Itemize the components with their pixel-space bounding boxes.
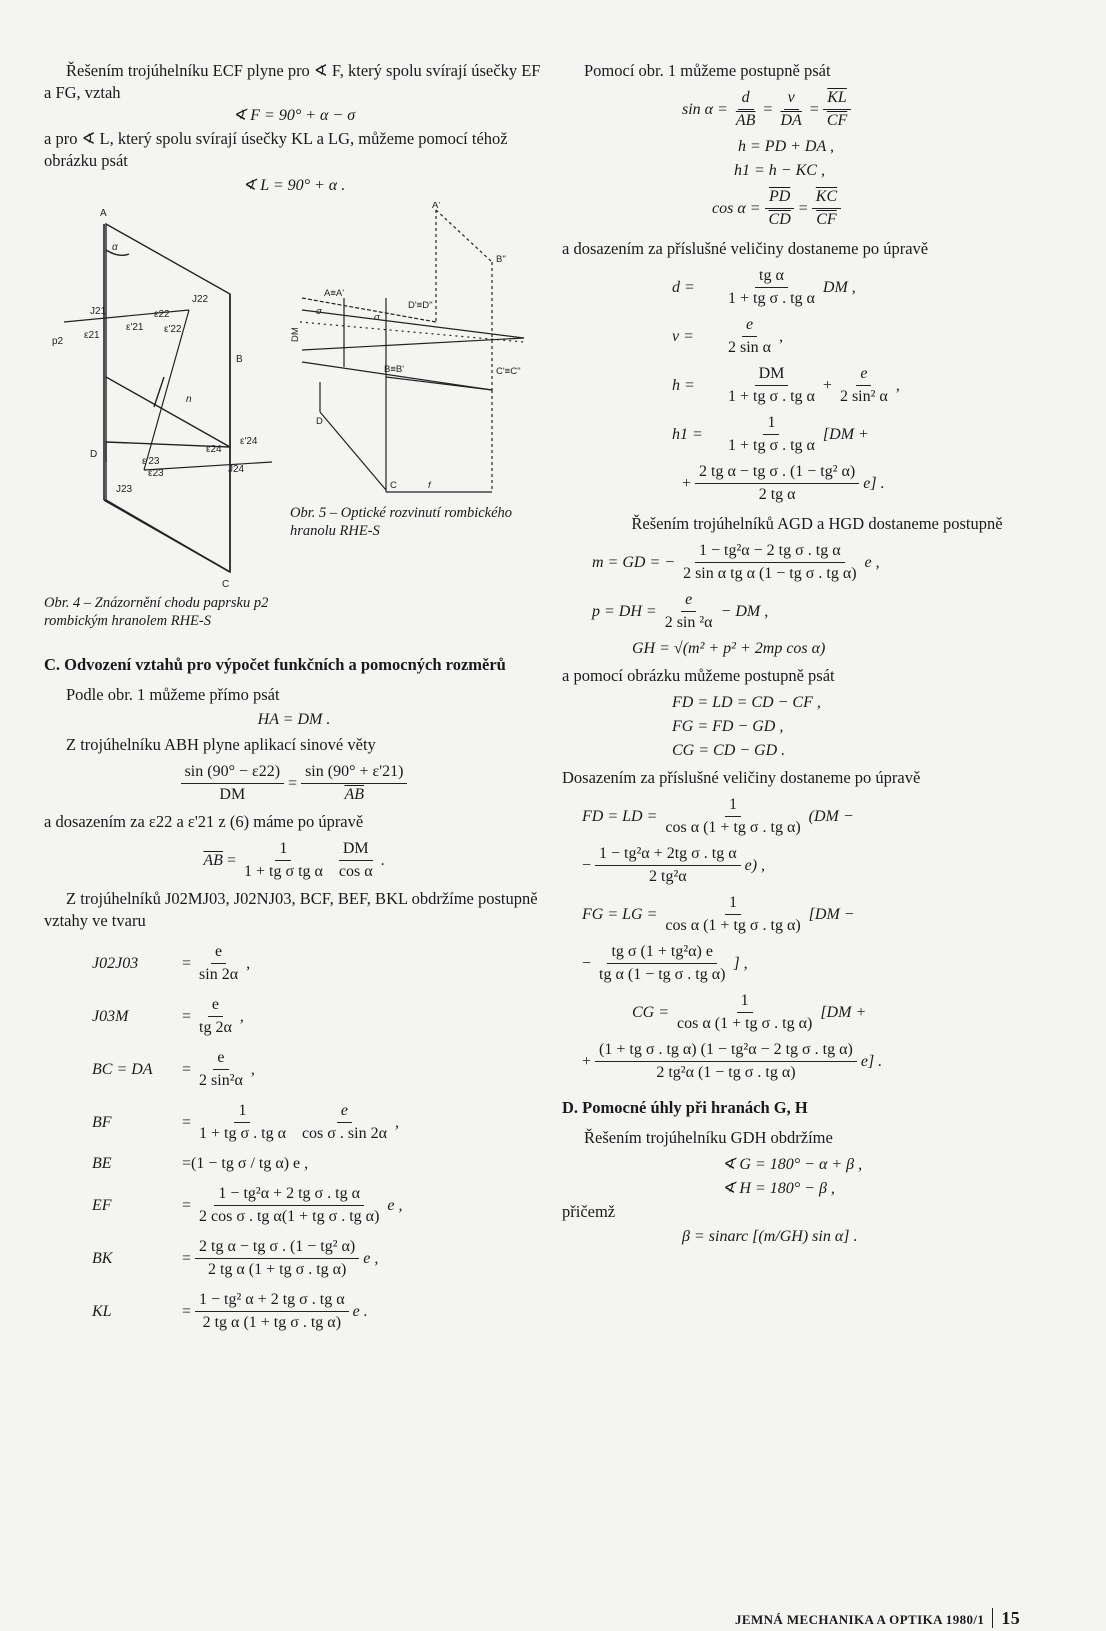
equation-m: m = GD = − $\frac{\text{1 − tg²α − 2 tg σ . tg α}}{\text{2 sin α tg α (1 − tg σ . tg α)}}$ e ,	[592, 542, 880, 582]
subst-text-2: Dosazením za příslušné veličiny dostaneme po úpravě	[562, 768, 921, 787]
svg-text:J23: J23	[116, 484, 133, 495]
svg-text:ε23: ε23	[148, 468, 164, 479]
equation-fd-2-cont: − $\frac{\text{1 − tg²α + 2tg σ . tg α}}{\text{2 tg²α}}$ e) ,	[582, 845, 766, 885]
equation-sin-alpha: sin α = $\frac{d}{AB}$ = $\frac{v}{DA}$ = $\frac{\overline{KL}}{CF}$	[682, 88, 1072, 131]
equation-angle-h: ∢ H = 180° − β ,	[722, 1180, 835, 1197]
intro-text-2: a pro ∢ L, který spolu svírají úsečky KL a LG, můžeme pomocí téhož obrázku psát	[44, 129, 508, 170]
r-intro: Pomocí obr. 1 můžeme postupně psát	[584, 61, 831, 80]
svg-text:ε'24: ε'24	[240, 436, 258, 447]
left-equation-row: KL = $\frac{\text{1 − tg² α + 2 tg σ . tg α}}{\text{2 tg α (1 + tg σ . tg α)}}$ e .	[92, 1291, 368, 1331]
page-number: 15	[992, 1608, 1020, 1628]
svg-text:σ: σ	[316, 306, 322, 317]
equation-h1: h1 = h − KC ,	[734, 162, 825, 179]
section-d-heading: D. Pomocné úhly při hranách G, H	[562, 1098, 808, 1117]
svg-text:ε'22: ε'22	[164, 324, 182, 335]
svg-text:p2: p2	[52, 336, 64, 347]
equation-d: d = $\frac{\text{tg α}}{\text{1 + tg σ . tg α}}$ DM ,	[672, 267, 856, 307]
equation-sine-rule: $\frac{\sin (90^\circ - \varepsilon 22)}{DM}$ = $\frac{\sin (90^\circ + \varepsilon'21)}{AB}$	[44, 762, 544, 805]
right-column	[562, 60, 1072, 1247]
figure-4-labels	[52, 208, 258, 590]
page-footer	[735, 1608, 1020, 1629]
svg-text:f: f	[428, 480, 431, 491]
svg-text:J22: J22	[192, 294, 209, 305]
journal-name: JEMNÁ MECHANIKA A OPTIKA 1980/1	[735, 1612, 985, 1627]
svg-text:ε22: ε22	[154, 309, 170, 320]
svg-text:ε'23: ε'23	[142, 456, 160, 467]
svg-text:D'≡D'': D'≡D''	[408, 300, 433, 311]
section-c-heading: C. Odvození vztahů pro výpočet funkčních a pomocných rozměrů	[44, 655, 506, 674]
equation-beta: β = sinarc [(m/GH) sin α] .	[682, 1228, 858, 1245]
figure-5-caption: Obr. 5 – Optické rozvinutí rombického hranolu RHE-S	[290, 505, 513, 539]
left-equation-row: BE = (1 − tg σ / tg α) e ,	[92, 1155, 309, 1172]
equation-ab: $\overline{AB}$ = $\frac{1}{\text{1 + tg σ tg α}}$ DM cos α .	[203, 840, 385, 880]
equation-fd-1: FD = LD = CD − CF ,	[672, 694, 821, 711]
left-column	[44, 60, 544, 1343]
svg-text:D: D	[316, 416, 323, 427]
agd-text: Řešením trojúhelníků AGD a HGD dostaneme postupně	[631, 514, 1003, 533]
svg-text:A: A	[100, 208, 107, 219]
left-equation-list	[44, 942, 544, 1333]
equation-fg-2-cont: − $\frac{\text{tg σ (1 + tg²α) e}}{\text{tg α (1 − tg σ . tg α)}}$ ] ,	[582, 943, 748, 983]
c-intro: Podle obr. 1 můžeme přímo psát	[66, 685, 280, 704]
prism-upper	[106, 224, 230, 447]
ray-p2-in	[64, 310, 189, 322]
svg-text:A≡A': A≡A'	[324, 288, 345, 299]
figure-4-and-5	[44, 202, 544, 642]
gdh-text: Řešením trojúhelníku GDH obdržíme	[584, 1128, 833, 1147]
equation-fg-1: FG = FD − GD ,	[672, 718, 784, 735]
intro-text-1: Řešením trojúhelníku ECF plyne pro ∢ F, který spolu svírají úsečky EF a FG, vztah	[44, 61, 541, 102]
svg-text:B: B	[236, 354, 243, 365]
svg-text:D: D	[90, 449, 98, 460]
equation-p: p = DH = $\frac{e}{\text{2 sin ²α}}$ − DM ,	[592, 591, 769, 631]
equation-cg-2: CG = $\frac{1}{\text{cos α (1 + tg σ . tg α)}}$ [DM +	[632, 992, 867, 1032]
svg-text:DM: DM	[290, 327, 301, 342]
obr-text: a pomocí obrázku můžeme postupně psát	[562, 666, 835, 685]
svg-text:B≡B': B≡B'	[384, 364, 405, 375]
prism-lower	[106, 442, 230, 572]
left-equation-row: J02J03 = $\frac{e}{\sin 2\alpha}$ ,	[92, 943, 251, 983]
figure-5-labels	[290, 202, 521, 491]
svg-text:J24: J24	[228, 464, 245, 475]
svg-text:σ: σ	[374, 312, 380, 323]
equation-cg-1: CG = CD − GD .	[672, 742, 786, 759]
svg-text:A': A'	[432, 202, 441, 211]
figure-4-caption: Obr. 4 – Znázornění chodu paprsku p2 rombickým hranolem RHE-S	[44, 595, 269, 629]
equation-cg-2-cont: + $\frac{\text{(1 + tg σ . tg α) (1 − tg²α − 2 tg σ . tg α)}}{\text{2 tg²α (1 − tg σ . tg α)}}$ e] .	[582, 1041, 883, 1081]
equation-v: v = $\frac{e}{\text{2 sin α}}$ ,	[672, 316, 784, 356]
equation-gh: GH = √(m² + p² + 2mp cos α)	[632, 640, 826, 657]
equation-h1-full: h1 = $\frac{1}{\text{1 + tg σ . tg α}}$ [DM +	[672, 414, 869, 454]
left-equation-row: BK = $\frac{\text{2 tg α − tg σ . (1 − tg² α)}}{\text{2 tg α (1 + tg σ . tg α)}}$ e ,	[92, 1238, 379, 1278]
left-equation-row: BF = $\frac{1}{\text{1 + tg σ . tg α}}$ e cos σ . sin 2α ,	[92, 1102, 399, 1142]
equation-ha: HA = DM .	[257, 711, 331, 728]
svg-text:ε21: ε21	[84, 330, 100, 341]
equation-cos-alpha: cos α = $\frac{\overline{PD}}{CD}$ = $\frac{\overline{KC}}{CF}$	[712, 187, 1072, 230]
subst-text-1: a dosazením za příslušné veličiny dostaneme po úpravě	[562, 239, 929, 258]
left-equation-row: EF = $\frac{\text{1 − tg²α + 2 tg σ . tg α}}{\text{2 cos σ . tg α(1 + tg σ . tg α)}}$ e ,	[92, 1185, 403, 1225]
svg-text:B'': B''	[496, 254, 506, 265]
svg-text:ε'21: ε'21	[126, 322, 144, 333]
pricemz-text: přičemž	[562, 1202, 616, 1221]
svg-text:C: C	[390, 480, 397, 491]
svg-text:α: α	[112, 242, 118, 253]
left-equation-row: J03M = $\frac{e}{tg 2\alpha}$ ,	[92, 996, 244, 1036]
equation-h-full: h = $\frac{DM}{\text{1 + tg σ . tg α}}$ + $\frac{e}{\text{2 sin² α}}$ ,	[672, 365, 900, 405]
c-subst-text: a dosazením za ε22 a ε'21 z (6) máme po úpravě	[44, 812, 364, 831]
svg-text:C'≡C'': C'≡C''	[496, 366, 521, 377]
svg-text:ε24: ε24	[206, 444, 222, 455]
equation-h1-full-cont: + $\frac{\text{2 tg α − tg σ . (1 − tg² α)}}{\text{2 tg α}}$ e] .	[682, 463, 885, 503]
equation-angle-f: ∢ F = 90° + α − σ	[232, 107, 356, 124]
equation-h: h = PD + DA ,	[738, 138, 834, 155]
figures-area	[44, 202, 544, 642]
equation-angle-g: ∢ G = 180° − α + β ,	[722, 1156, 863, 1173]
c-triangles-text: Z trojúhelníků J02MJ03, J02NJ03, BCF, BEF, BKL obdržíme postupně vztahy ve tvaru	[44, 889, 538, 930]
c-sine-text: Z trojúhelníku ABH plyne aplikací sinové věty	[66, 735, 376, 754]
svg-text:n: n	[186, 394, 192, 405]
figure-4-prism	[64, 224, 272, 572]
svg-text:J21: J21	[90, 306, 107, 317]
equation-fg-2: FG = LG = $\frac{1}{\text{cos α (1 + tg σ . tg α)}}$ [DM −	[582, 894, 855, 934]
equation-angle-l: ∢ L = 90° + α .	[242, 177, 346, 194]
svg-text:C: C	[222, 579, 230, 590]
left-equation-row: BC = DA = $\frac{e}{\text{2 sin²α}}$ ,	[92, 1049, 255, 1089]
figure-5-unfolding	[300, 210, 524, 492]
equation-fd-2: FD = LD = $\frac{1}{\text{cos α (1 + tg σ . tg α)}}$ (DM −	[582, 796, 854, 836]
